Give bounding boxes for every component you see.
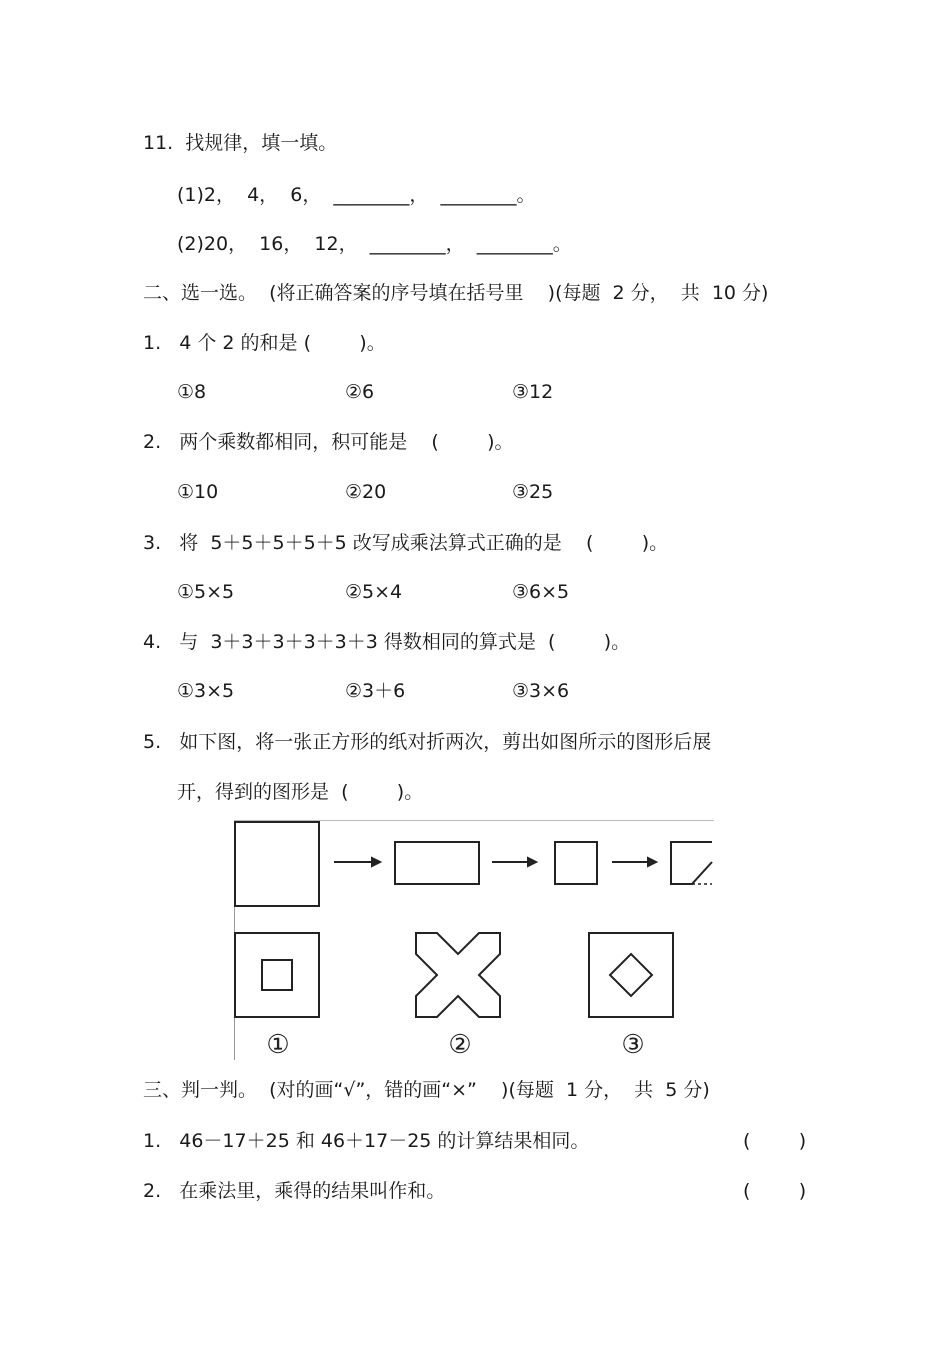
arrowhead-2 <box>528 858 536 866</box>
arrowhead-3 <box>648 858 656 866</box>
s2-q4-stem: 4. 与 3＋3＋3＋3＋3＋3 得数相同的算式是 ( )。 <box>143 631 631 653</box>
step1-square <box>235 822 319 906</box>
figure-label-2: ② <box>448 1030 472 1060</box>
s2-q4-option-3: ③3×6 <box>512 680 570 702</box>
s2-q2-option-2: ②20 <box>345 481 387 503</box>
s2-q1-option-2: ②6 <box>345 381 375 403</box>
option2-figure <box>416 933 500 1017</box>
figure-label-1: ① <box>266 1030 290 1060</box>
option1-figure <box>235 933 319 1017</box>
section2-header: 二、选一选。 (将正确答案的序号填在括号里 )(每题 2 分， 共 10 分) <box>143 282 769 304</box>
s2-q3-stem: 3. 将 5＋5＋5＋5＋5 改写成乘法算式正确的是 ( )。 <box>143 532 669 554</box>
s2-q2-stem: 2. 两个乘数都相同，积可能是 ( )。 <box>143 431 514 453</box>
s2-q1-stem: 1. 4 个 2 的和是 ( )。 <box>143 332 386 354</box>
q11-title: 11. 找规律，填一填。 <box>143 132 338 154</box>
s2-q5-line1: 5. 如下图，将一张正方形的纸对折两次，剪出如图所示的图形后展 <box>143 731 712 753</box>
s2-q2-option-3: ③25 <box>512 481 554 503</box>
step4-cut-square <box>671 842 712 884</box>
s2-q1-option-3: ③12 <box>512 381 554 403</box>
figure-label-3: ③ <box>621 1030 645 1060</box>
s2-q2-option-1: ①10 <box>177 481 219 503</box>
s3-item-1-paren: ( ) <box>743 1130 807 1152</box>
paper-fold-figure <box>234 820 714 1060</box>
s2-q4-option-1: ①3×5 <box>177 680 235 702</box>
step2-rectangle <box>395 842 479 884</box>
q11-part2: (2)20， 16， 12， ________， ________。 <box>177 233 572 255</box>
s2-q3-option-3: ③6×5 <box>512 581 570 603</box>
option3-inner-diamond <box>610 954 652 996</box>
s2-q3-option-2: ②5×4 <box>345 581 403 603</box>
s3-item-1-text: 1. 46－17＋25 和 46＋17－25 的计算结果相同。 <box>143 1130 590 1152</box>
q11-part1: (1)2， 4， 6， ________， ________。 <box>177 184 536 206</box>
s2-q1-option-1: ①8 <box>177 381 207 403</box>
s2-q5-line2: 开，得到的图形是 ( )。 <box>177 781 424 803</box>
s3-item-2-paren: ( ) <box>743 1180 807 1202</box>
arrowhead-1 <box>372 858 380 866</box>
option1-inner-square <box>262 960 292 990</box>
s2-q3-option-1: ①5×5 <box>177 581 235 603</box>
option3-figure <box>589 933 673 1017</box>
s3-item-2-text: 2. 在乘法里，乘得的结果叫作和。 <box>143 1180 446 1202</box>
step3-square <box>555 842 597 884</box>
section3-header: 三、判一判。 (对的画“√”，错的画“×” )(每题 1 分， 共 5 分) <box>143 1079 710 1101</box>
s2-q4-option-2: ②3＋6 <box>345 680 406 702</box>
